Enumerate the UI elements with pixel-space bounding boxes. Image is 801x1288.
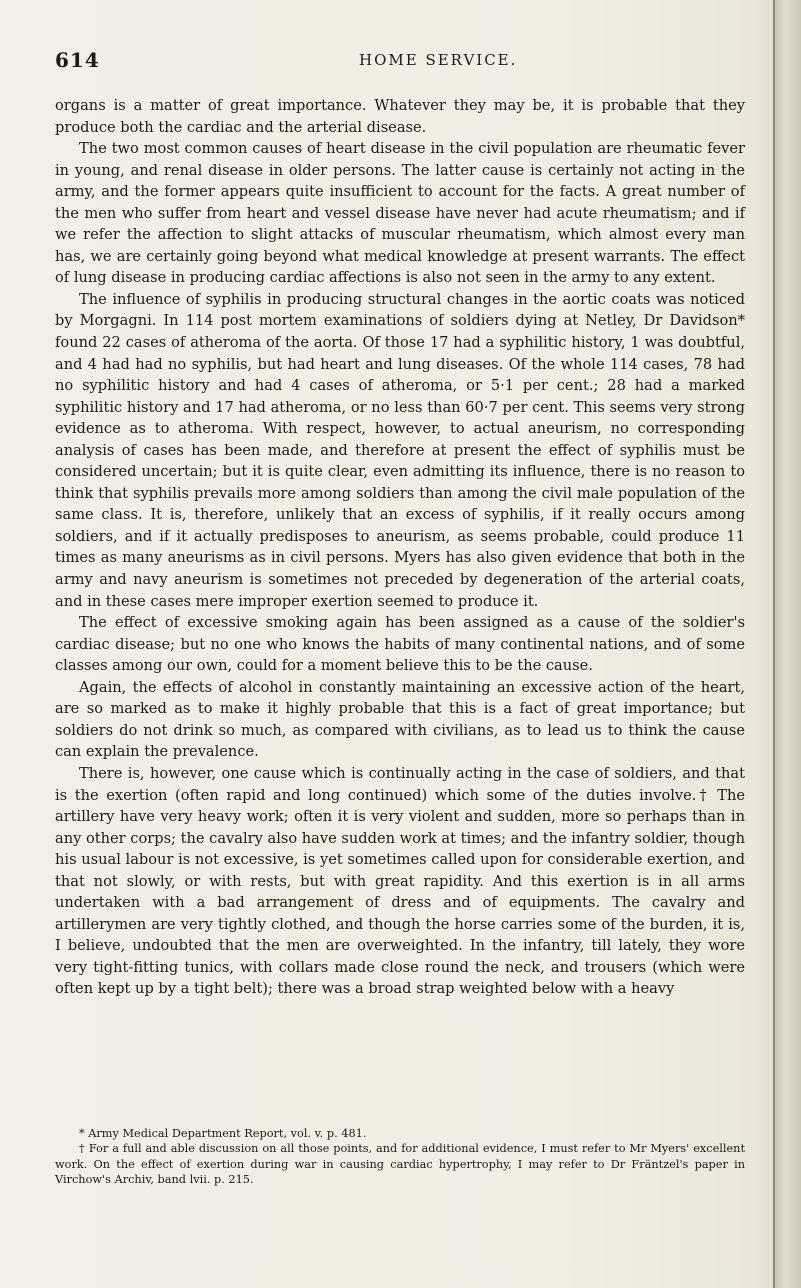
footnote: * Army Medical Department Report, vol. v. p. 481. (79, 1127, 367, 1140)
paragraph: There is, however, one cause which is continually acting in the case of soldiers, and that is the exertion (often rapid and long continued) which some of the duties involve.† The artillery have very heavy work; often it is very violent and sudden, more so perhaps than in any other corps; the cavalry also have sudden work at times; and the infantry soldier, though his usual labour is not excessive, is yet sometimes called upon for considerable exertion, and that not slowly, or with rests, but with great rapidity. And this exertion is in all arms undertaken with a bad arrangement of dress and of equipments. The cavalry and artillerymen are very tightly clothed, and though the horse carries some of the burden, it is, I believe, undoubted that the men are overweighted. In the infantry, till lately, they wore very tight-fitting tunics, with collars made close round the neck, and trousers (which were often kept up by a tight belt); there was a broad strap weighted below with a heavy (55, 764, 745, 998)
page-header (55, 48, 745, 76)
page-number: 614 (55, 48, 100, 72)
footnotes (55, 1126, 745, 1188)
page-binding-edge (773, 0, 801, 1288)
paragraph: Again, the effects of alcohol in constantly maintaining an excessive action of the heart, are so marked as to make it highly probable that this is a fact of great importance; but soldiers do not drink so much, as compared with civilians, as to lead us to think the cause can explain the prevalence. (55, 678, 745, 761)
paragraph: The two most common causes of heart disease in the civil population are rheumatic fever in young, and renal disease in older persons. The latter cause is certainly not acting in the army, and the former appears quite insufficient to account for the facts. A great number of the men who suffer from heart and vessel disease have never had acute rheumatism; and if we refer the affection to slight attacks of muscular rheumatism, which almost every man has, we are certainly going beyond what medical knowledge at present warrants. The effect of lung disease in producing cardiac affections is also not seen in the army to any extent. (55, 140, 745, 287)
footnote: † For a full and able discussion on all those points, and for additional evidence, I must refer to Mr Myers' excellent work. On the effect of exertion during war in causing cardiac hypertrophy, I may refer to Dr Fräntzel's paper in Virchow's Archiv, band lvii. p. 215. (55, 1142, 745, 1187)
body-text (55, 95, 745, 1000)
running-head: HOME SERVICE. (359, 51, 518, 69)
paragraph: The effect of excessive smoking again has been assigned as a cause of the soldier's cardiac disease; but no one who knows the habits of many continental nations, and of some classes among our own, could for a moment believe this to be the cause. (55, 614, 745, 675)
paragraph: organs is a matter of great importance. Whatever they may be, it is probable that they produce both the cardiac and the arterial disease. (55, 97, 745, 136)
paragraph: The influence of syphilis in producing structural changes in the aortic coats was noticed by Morgagni. In 114 post mortem examinations of soldiers dying at Netley, Dr Davidson* found 22 cases of atheroma of the aorta. Of those 17 had a syphilitic history, 1 was doubtful, and 4 had had no syphilis, but had heart and lung diseases. Of the whole 114 cases, 78 had no syphilitic history and had 4 cases of atheroma, or 5·1 per cent.; 28 had a marked syphilitic history and 17 had atheroma, or no less than 60·7 per cent. This seems very strong evidence as to atheroma. With respect, however, to actual aneurism, no corresponding analysis of cases has been made, and therefore at present the effect of syphilis must be considered uncertain; but it is quite clear, even admitting its influence, there is no reason to think that syphilis prevails more among soldiers than among the civil male population of the same class. It is, therefore, unlikely that an excess of syphilis, if it really occurs among soldiers, and if it actually predisposes to aneurism, as seems probable, could produce 11 times as many aneurisms as in civil persons. Myers has also given evidence that both in the army and navy aneurism is sometimes not preceded by degeneration of the arterial coats, and in these cases mere improper exertion seemed to produce it. (55, 290, 745, 610)
